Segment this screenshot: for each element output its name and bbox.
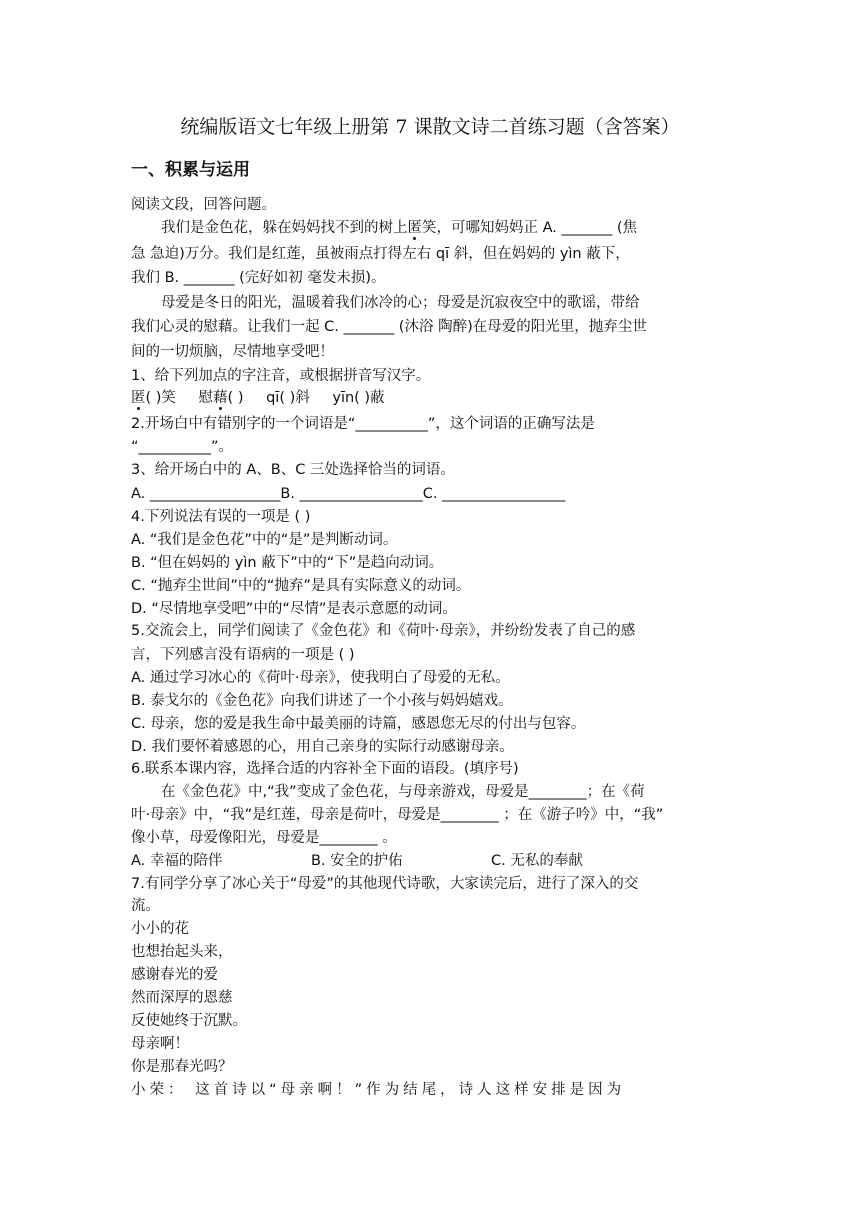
option-b: B. “但在妈妈的 yìn 蔽下”中的“下”是趋向动词。 bbox=[131, 555, 444, 571]
option-b: B. 安全的护佑 bbox=[311, 853, 403, 869]
option-b: B. 泰戈尔的《金色花》向我们讲述了一个小孩与妈妈嬉戏。 bbox=[131, 693, 513, 709]
question-6-stem: 6.联系本课内容，选择合适的内容补全下面的语段。(填序号) bbox=[131, 761, 519, 777]
poem-line: 也想抬起头来， bbox=[131, 944, 233, 960]
passage-line: 我们 B. _______ (完好如初 毫发未损)。 bbox=[131, 270, 386, 286]
question-7-answer-prompt: 小荣： 这首诗以“母亲啊！”作为结尾，诗人这样安排是因为 bbox=[131, 1082, 626, 1098]
question-2-cont: “__________”。 bbox=[131, 439, 234, 455]
poem-line: 感谢春光的爱 bbox=[131, 967, 218, 983]
question-3-stem: 3、给开场白中的 A、B、C 三处选择恰当的词语。 bbox=[131, 462, 455, 478]
poem-line: 你是那春光吗？ bbox=[131, 1059, 233, 1075]
passage-line: 母爱是冬日的阳光，温暖着我们冰冷的心；母爱是沉寂夜空中的歌谣，带给 bbox=[161, 295, 640, 311]
poem-line: 然而深厚的恩慈 bbox=[131, 990, 233, 1006]
intro-text: 阅读文段，回答问题。 bbox=[131, 197, 276, 213]
option-d: D. “尽情地享受吧”中的“尽情”是表示意愿的动词。 bbox=[131, 601, 457, 617]
question-2: 2.开场白中有错别字的一个词语是“__________”，这个词语的正确写法是 bbox=[131, 416, 595, 432]
question-7-stem: 7.有同学分享了冰心关于“母爱”的其他现代诗歌，大家读完后，进行了深入的交 bbox=[131, 876, 639, 892]
question-3-blanks: A. __________________B. _________________C. _________________ bbox=[131, 486, 566, 502]
option-a: A. “我们是金色花”中的“是”是判断动词。 bbox=[131, 532, 398, 548]
page-title: 统编版语文七年级上册第 7 课散文诗二首练习题（含答案） bbox=[180, 116, 680, 138]
question-5-cont: 言，下列感言没有语病的一项是 ( ) bbox=[131, 647, 355, 663]
question-7-cont: 流。 bbox=[131, 898, 160, 914]
question-6-text: 叶·母亲》中，“我”是红莲，母亲是荷叶，母爱是________ ；在《游子吟》中，“我” bbox=[131, 807, 664, 823]
passage-line: 间的一切烦脑，尽情地享受吧！ bbox=[131, 344, 334, 360]
option-d: D. 我们要怀着感恩的心，用自己亲身的实际行动感谢母亲。 bbox=[131, 739, 514, 755]
option-a: A. 幸福的陪伴 bbox=[131, 853, 223, 869]
question-4-stem: 4.下列说法有误的一项是 ( ) bbox=[131, 509, 311, 525]
question-6-text: 在《金色花》中,“我”变成了金色花，与母亲游戏，母爱是________；在《荷 bbox=[161, 784, 645, 800]
option-c: C. 母亲，您的爱是我生命中最美丽的诗篇，感恩您无尽的付出与包容。 bbox=[131, 716, 586, 732]
dotted-char: 匿 bbox=[407, 220, 422, 236]
poem-line: 小小的花 bbox=[131, 921, 189, 937]
passage-line: 急 急迫)万分。我们是红莲，虽被雨点打得左右 qī 斜，但在妈妈的 yìn 蔽下， bbox=[131, 246, 630, 262]
poem-line: 母亲啊！ bbox=[131, 1036, 189, 1052]
question-6-text: 像小草，母爱像阳光，母爱是________ 。 bbox=[131, 830, 397, 846]
question-1-stem: 1、给下列加点的字注音，或根据拼音写汉字。 bbox=[131, 368, 431, 384]
option-a: A. 通过学习冰心的《荷叶·母亲》，使我明白了母爱的无私。 bbox=[131, 670, 510, 686]
question-5-stem: 5.交流会上，同学们阅读了《金色花》和《荷叶·母亲》，并纷纷发表了自己的感 bbox=[131, 623, 636, 639]
question-6-options bbox=[131, 851, 731, 871]
option-c: C. 无私的奉献 bbox=[491, 853, 583, 869]
passage-line: 我们是金色花，躲在妈妈找不到的树上匿笑，可哪知妈妈正 A. _______ (焦 bbox=[161, 220, 638, 236]
option-c: C. “抛弃尘世间”中的“抛弃”是具有实际意义的动词。 bbox=[131, 578, 471, 594]
passage-line: 我们心灵的慰藉。让我们一起 C. _______ (沐浴 陶醉)在母爱的阳光里，抛弃尘世 bbox=[131, 319, 647, 335]
dotted-char: 藉 bbox=[213, 390, 228, 406]
poem-line: 反使她终于沉默。 bbox=[131, 1013, 247, 1029]
dotted-char: 匿 bbox=[131, 390, 146, 406]
question-1-items: 匿( )笑 慰藉( ) qī( )斜 yīn( )蔽 bbox=[131, 390, 385, 406]
section-heading: 一、积累与运用 bbox=[131, 160, 250, 180]
